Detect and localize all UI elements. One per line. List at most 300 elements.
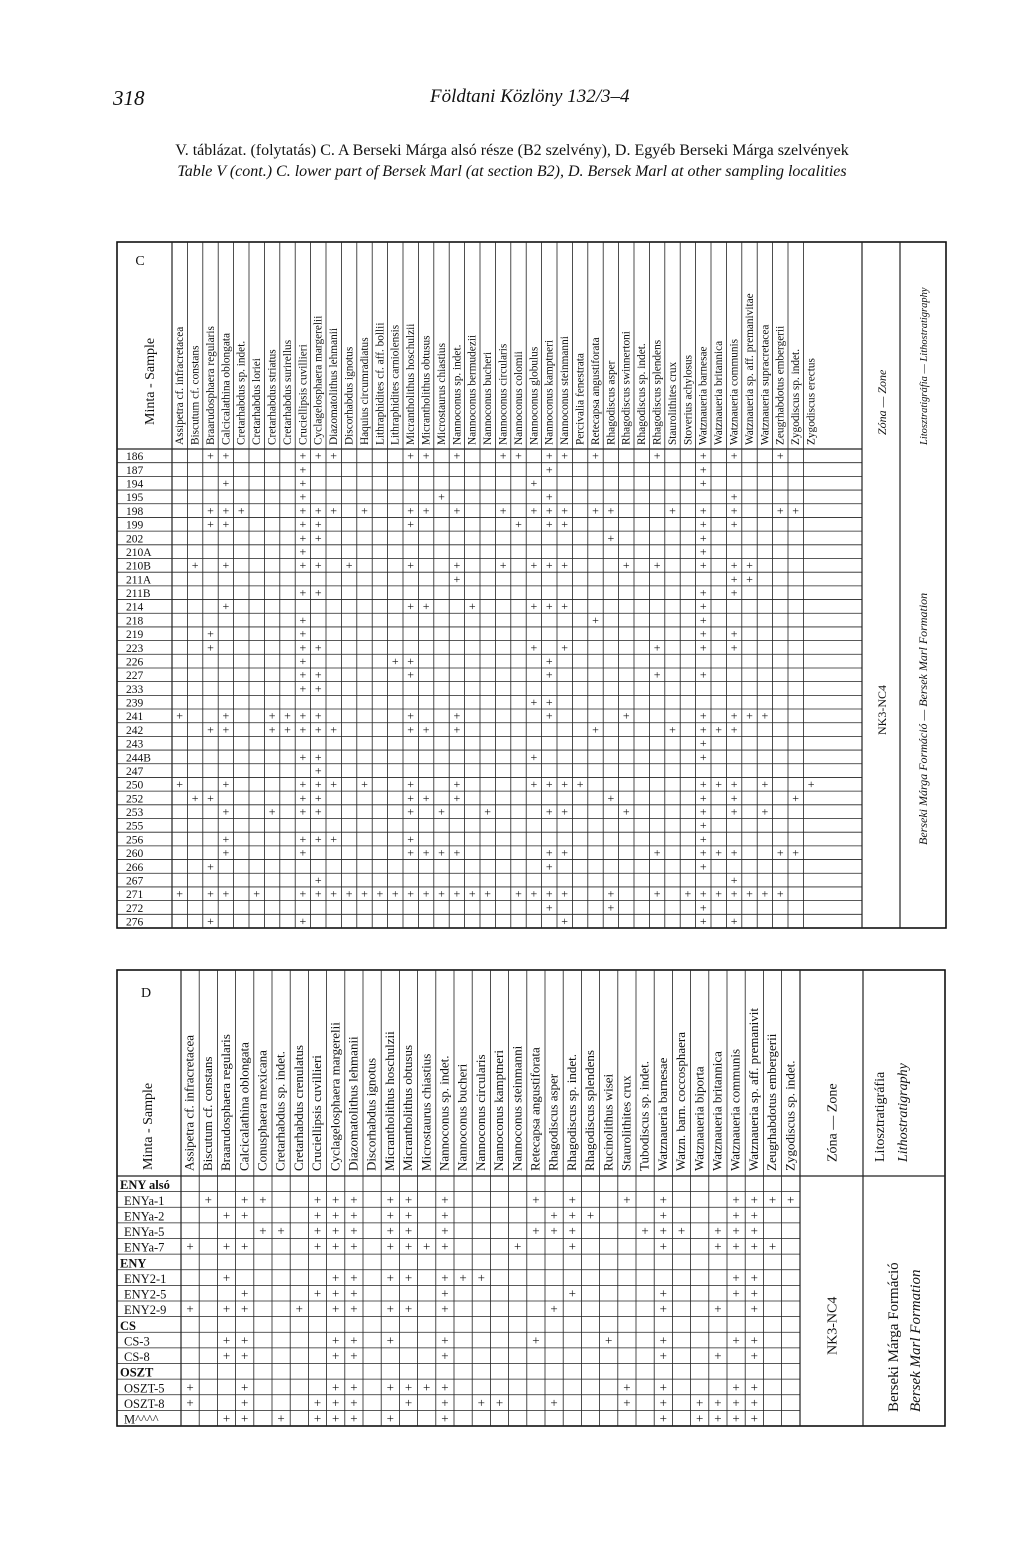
- presence-mark: +: [699, 804, 707, 819]
- presence-mark: +: [277, 1223, 285, 1238]
- presence-mark: +: [530, 476, 538, 491]
- presence-mark: +: [313, 1410, 322, 1426]
- presence-mark: +: [768, 1191, 777, 1207]
- presence-mark: +: [404, 1207, 413, 1223]
- species-header: Discorhabdus ignotus: [363, 1057, 379, 1171]
- presence-mark: +: [277, 1410, 285, 1426]
- presence-mark: +: [515, 517, 522, 532]
- presence-mark: +: [386, 1223, 394, 1238]
- presence-mark: +: [605, 1332, 613, 1348]
- presence-mark: +: [295, 1301, 303, 1317]
- presence-mark: +: [241, 1348, 249, 1363]
- presence-mark: +: [330, 448, 338, 463]
- page-number: 318: [113, 86, 145, 110]
- sample-label: 244B: [126, 752, 151, 765]
- presence-mark: +: [330, 722, 338, 737]
- presence-mark: +: [545, 804, 553, 819]
- species-header: Micrantholithus hoschulzii: [405, 323, 418, 445]
- presence-mark: +: [361, 886, 368, 901]
- presence-mark: +: [545, 777, 553, 792]
- presence-mark: +: [422, 503, 430, 518]
- presence-mark: +: [222, 1301, 231, 1317]
- presence-mark: +: [350, 1379, 358, 1395]
- presence-mark: +: [732, 1332, 740, 1348]
- species-header: Braarudosphaera regularis: [204, 326, 217, 445]
- table-d-sample-header: Minta - Sample: [141, 1082, 156, 1170]
- presence-mark: +: [750, 1207, 758, 1223]
- presence-mark: +: [659, 1207, 667, 1223]
- sample-label: CS-3: [124, 1334, 150, 1349]
- presence-mark: +: [761, 886, 769, 901]
- species-header: Cretarhabdus surirellus: [281, 339, 294, 445]
- presence-mark: +: [514, 1238, 522, 1254]
- presence-mark: +: [391, 886, 399, 901]
- presence-mark: +: [730, 558, 738, 573]
- presence-mark: +: [568, 1223, 576, 1238]
- presence-mark: +: [592, 448, 599, 463]
- presence-mark: +: [545, 900, 553, 915]
- presence-mark: +: [768, 1238, 777, 1254]
- presence-mark: +: [237, 503, 245, 518]
- species-header: Watznaueria barnesae: [654, 1057, 670, 1171]
- table-d-zone-value: NK3-NC4: [825, 1296, 841, 1355]
- presence-mark: +: [730, 503, 738, 518]
- presence-mark: +: [699, 736, 707, 751]
- species-header: Cyclagelosphaera margerelii: [327, 1022, 343, 1171]
- presence-mark: +: [477, 1394, 485, 1410]
- presence-mark: +: [314, 517, 322, 532]
- species-header: Rhagodiscus sp. indet.: [636, 343, 649, 445]
- presence-mark: +: [241, 1394, 249, 1410]
- species-header: Nannoconus bermudezii: [466, 334, 479, 445]
- species-header: Cretarhabdus sp. indet.: [235, 340, 248, 445]
- presence-mark: +: [441, 1301, 449, 1317]
- species-header: Staurolithites crux: [618, 1075, 634, 1171]
- presence-mark: +: [568, 1285, 576, 1301]
- table-d: [117, 970, 945, 1427]
- presence-mark: +: [561, 558, 569, 573]
- species-header: Watzn. barn. coccosphaera: [673, 1032, 689, 1171]
- presence-mark: +: [730, 626, 738, 641]
- presence-mark: +: [623, 1379, 631, 1395]
- presence-mark: +: [404, 1301, 413, 1317]
- species-header: Cruciellipsis cuvillieri: [309, 1055, 325, 1171]
- presence-mark: +: [404, 1191, 413, 1207]
- presence-mark: +: [750, 1379, 758, 1395]
- presence-mark: +: [699, 585, 707, 600]
- presence-mark: +: [699, 790, 707, 805]
- presence-mark: +: [441, 1207, 449, 1223]
- species-header: Watznaueria britannica: [709, 1051, 725, 1171]
- presence-mark: +: [176, 777, 184, 792]
- presence-mark: +: [776, 886, 784, 901]
- presence-mark: +: [545, 845, 553, 860]
- presence-mark: +: [222, 804, 230, 819]
- presence-mark: +: [561, 777, 569, 792]
- sample-label: 233: [126, 683, 144, 696]
- presence-mark: +: [207, 503, 214, 518]
- presence-mark: +: [314, 722, 322, 737]
- presence-mark: +: [332, 1285, 340, 1301]
- presence-mark: +: [350, 1348, 358, 1363]
- presence-mark: +: [222, 1410, 231, 1426]
- presence-mark: +: [241, 1191, 249, 1207]
- presence-mark: +: [313, 1207, 322, 1223]
- presence-mark: +: [314, 804, 322, 819]
- presence-mark: +: [350, 1332, 358, 1348]
- presence-mark: +: [423, 1379, 431, 1395]
- presence-mark: +: [350, 1301, 358, 1317]
- species-header: Watznaueria communis: [728, 338, 741, 445]
- presence-mark: +: [715, 722, 723, 737]
- presence-mark: +: [730, 886, 738, 901]
- presence-mark: +: [699, 612, 707, 627]
- species-header: Braarudosphaera regularis: [218, 1034, 234, 1171]
- presence-mark: +: [484, 886, 492, 901]
- presence-mark: +: [222, 1348, 231, 1363]
- presence-mark: +: [299, 462, 307, 477]
- sample-label: 241: [126, 711, 144, 724]
- sample-label: 267: [126, 875, 144, 888]
- presence-mark: +: [750, 1285, 758, 1301]
- presence-mark: +: [530, 503, 538, 518]
- presence-mark: +: [532, 1332, 540, 1348]
- presence-mark: +: [313, 1285, 322, 1301]
- presence-mark: +: [176, 886, 184, 901]
- presence-mark: +: [699, 845, 707, 860]
- species-header: Microstaurus chiastius: [435, 343, 448, 445]
- sample-label: 218: [126, 615, 144, 628]
- presence-mark: +: [659, 1223, 667, 1238]
- presence-mark: +: [776, 448, 784, 463]
- presence-mark: +: [515, 448, 522, 463]
- presence-mark: +: [699, 900, 707, 915]
- species-header: Tubodiscus sp. indet.: [636, 1060, 652, 1171]
- presence-mark: +: [787, 1191, 795, 1207]
- presence-mark: +: [332, 1191, 340, 1207]
- presence-mark: +: [259, 1191, 267, 1207]
- presence-mark: +: [330, 831, 338, 846]
- presence-mark: +: [222, 558, 230, 573]
- table-c-sample-header: Minta - Sample: [143, 337, 158, 425]
- sample-label: ENY2-1: [124, 1271, 167, 1286]
- presence-mark: +: [669, 722, 676, 737]
- species-header: Cruciellipsis cuvillieri: [297, 344, 310, 445]
- presence-mark: +: [545, 886, 553, 901]
- presence-mark: +: [407, 653, 415, 668]
- presence-mark: +: [299, 489, 307, 504]
- species-header: Zeugrhabdotus embergerii: [774, 325, 787, 445]
- presence-mark: +: [386, 1207, 394, 1223]
- presence-mark: +: [299, 558, 307, 573]
- presence-mark: +: [730, 489, 738, 504]
- presence-mark: +: [699, 517, 707, 532]
- presence-mark: +: [268, 708, 276, 723]
- presence-mark: +: [332, 1207, 340, 1223]
- presence-mark: +: [222, 448, 230, 463]
- presence-mark: +: [441, 1379, 449, 1395]
- presence-mark: +: [407, 804, 415, 819]
- presence-mark: +: [407, 503, 415, 518]
- presence-mark: +: [714, 1348, 722, 1363]
- presence-mark: +: [622, 558, 630, 573]
- presence-mark: +: [699, 530, 707, 545]
- presence-mark: +: [241, 1207, 249, 1223]
- presence-mark: +: [345, 558, 353, 573]
- presence-mark: +: [299, 804, 307, 819]
- presence-mark: +: [545, 448, 553, 463]
- presence-mark: +: [715, 845, 723, 860]
- presence-mark: +: [222, 1332, 231, 1348]
- presence-mark: +: [607, 900, 615, 915]
- presence-mark: +: [776, 503, 784, 518]
- presence-mark: +: [750, 1348, 758, 1363]
- species-header: Nannoconus sp. indet.: [436, 1055, 452, 1171]
- presence-mark: +: [441, 1223, 449, 1238]
- species-header: Rhagodiscus asper: [545, 1073, 561, 1171]
- presence-mark: +: [404, 1269, 413, 1285]
- presence-mark: +: [530, 558, 538, 573]
- presence-mark: +: [441, 1285, 449, 1301]
- sample-label: 195: [126, 492, 144, 505]
- presence-mark: +: [207, 859, 214, 874]
- presence-mark: +: [699, 626, 707, 641]
- presence-mark: +: [561, 886, 569, 901]
- presence-mark: +: [314, 831, 322, 846]
- species-header: Diazomatolithus lehmanii: [328, 327, 341, 445]
- presence-mark: +: [530, 695, 538, 710]
- species-header: Nannoconus bucheri: [454, 1063, 470, 1171]
- sample-label: 256: [126, 834, 144, 847]
- presence-mark: +: [699, 476, 707, 491]
- presence-mark: +: [191, 790, 199, 805]
- presence-mark: +: [313, 1191, 322, 1207]
- presence-mark: +: [453, 777, 461, 792]
- species-header: Watznaueria barnesae: [697, 346, 710, 445]
- presence-mark: +: [576, 777, 584, 792]
- species-header: Rhagodiscus sp. indet.: [563, 1054, 579, 1171]
- group-label: OSZT: [120, 1365, 154, 1380]
- presence-mark: +: [314, 667, 322, 682]
- table-d-litho-value-hu: Berseki Márga Formáció: [886, 1262, 902, 1412]
- presence-mark: +: [730, 640, 738, 655]
- presence-mark: +: [730, 790, 738, 805]
- presence-mark: +: [545, 558, 553, 573]
- presence-mark: +: [299, 626, 307, 641]
- presence-mark: +: [207, 790, 214, 805]
- presence-mark: +: [407, 708, 415, 723]
- presence-mark: +: [207, 640, 214, 655]
- presence-mark: +: [677, 1223, 686, 1238]
- presence-mark: +: [299, 476, 307, 491]
- presence-mark: +: [176, 708, 184, 723]
- species-header: Cretarhabdus striatus: [266, 349, 279, 445]
- presence-mark: +: [453, 708, 461, 723]
- presence-mark: +: [268, 804, 276, 819]
- presence-mark: +: [386, 1379, 394, 1395]
- presence-mark: +: [761, 777, 769, 792]
- presence-mark: +: [730, 845, 738, 860]
- presence-mark: +: [730, 872, 738, 887]
- presence-mark: +: [441, 1269, 449, 1285]
- caption-hungarian: V. táblázat. (folytatás) C. A Berseki Márga alsó része (B2 szelvény), D. Egyéb Berseki Márga szelvények: [175, 142, 849, 159]
- presence-mark: +: [730, 448, 738, 463]
- species-header: Calcicalathina oblongata: [236, 1042, 252, 1171]
- presence-mark: +: [545, 517, 553, 532]
- presence-mark: +: [592, 612, 599, 627]
- presence-mark: +: [732, 1394, 740, 1410]
- sample-label: ENY2-5: [124, 1287, 167, 1302]
- presence-mark: +: [361, 777, 368, 792]
- presence-mark: +: [438, 489, 445, 504]
- presence-mark: +: [313, 1238, 322, 1254]
- presence-mark: +: [532, 1191, 540, 1207]
- presence-mark: +: [407, 448, 415, 463]
- presence-mark: +: [314, 681, 322, 696]
- sample-label: 260: [126, 848, 144, 861]
- sample-label: 242: [126, 724, 144, 737]
- presence-mark: +: [314, 503, 322, 518]
- species-header: Rhagodiscus swinnertoni: [620, 331, 633, 445]
- presence-mark: +: [332, 1223, 340, 1238]
- presence-mark: +: [653, 448, 661, 463]
- species-header: Percivalia fenestrata: [574, 353, 587, 445]
- presence-mark: +: [207, 448, 214, 463]
- presence-mark: +: [386, 1301, 394, 1317]
- presence-mark: +: [530, 777, 538, 792]
- presence-mark: +: [186, 1394, 194, 1410]
- presence-mark: +: [659, 1238, 667, 1254]
- presence-mark: +: [330, 503, 338, 518]
- presence-mark: +: [659, 1410, 667, 1426]
- presence-mark: +: [699, 544, 707, 559]
- presence-mark: +: [750, 1269, 758, 1285]
- sample-label: ENYa-7: [124, 1240, 165, 1255]
- species-header: Lithraphidites cf. aff. bollii: [374, 322, 387, 445]
- presence-mark: +: [259, 1223, 267, 1238]
- presence-mark: +: [761, 708, 769, 723]
- species-header: Zygodiscus sp. indet.: [790, 348, 803, 445]
- species-header: Nannoconus circularis: [472, 1054, 488, 1171]
- presence-mark: +: [350, 1394, 358, 1410]
- presence-mark: +: [438, 886, 445, 901]
- sample-label: 255: [126, 820, 144, 833]
- presence-mark: +: [653, 845, 661, 860]
- presence-mark: +: [391, 653, 399, 668]
- species-header: Micrantholithus obtusus: [420, 335, 433, 445]
- presence-mark: +: [284, 708, 291, 723]
- presence-mark: +: [607, 503, 615, 518]
- species-header: Retecapsa angustiforata: [527, 1047, 543, 1171]
- presence-mark: +: [732, 1285, 740, 1301]
- presence-mark: +: [659, 1379, 667, 1395]
- presence-mark: +: [332, 1410, 340, 1426]
- presence-mark: +: [653, 886, 661, 901]
- species-header: Micrantholithus obtusus: [400, 1044, 416, 1171]
- presence-mark: +: [545, 859, 553, 874]
- presence-mark: +: [561, 845, 569, 860]
- presence-mark: +: [607, 886, 615, 901]
- presence-mark: +: [332, 1394, 340, 1410]
- presence-mark: +: [732, 1238, 740, 1254]
- species-header: Staurolithites crux: [666, 361, 679, 445]
- presence-mark: +: [386, 1269, 394, 1285]
- species-header: Rhagodiscus splendens: [582, 1050, 598, 1171]
- presence-mark: +: [699, 859, 707, 874]
- presence-mark: +: [750, 1410, 758, 1426]
- presence-mark: +: [561, 804, 569, 819]
- species-header: Calcicalathina oblongata: [220, 333, 233, 445]
- presence-mark: +: [314, 708, 322, 723]
- sample-label: 226: [126, 656, 144, 669]
- sample-label: 227: [126, 670, 144, 683]
- presence-mark: +: [404, 1238, 413, 1254]
- presence-mark: +: [468, 599, 476, 614]
- sample-label: 194: [126, 478, 144, 491]
- presence-mark: +: [299, 517, 307, 532]
- presence-mark: +: [241, 1410, 249, 1426]
- presence-mark: +: [422, 448, 430, 463]
- presence-mark: +: [222, 1269, 231, 1285]
- presence-mark: +: [241, 1332, 249, 1348]
- presence-mark: +: [438, 845, 445, 860]
- presence-mark: +: [732, 1269, 740, 1285]
- presence-mark: +: [699, 722, 707, 737]
- presence-mark: +: [332, 1379, 340, 1395]
- presence-mark: +: [669, 503, 676, 518]
- sample-label: 276: [126, 916, 144, 929]
- presence-mark: +: [746, 886, 753, 901]
- presence-mark: +: [699, 503, 707, 518]
- presence-mark: +: [299, 681, 307, 696]
- presence-mark: +: [545, 667, 553, 682]
- table-d-label: D: [140, 986, 152, 1001]
- presence-mark: +: [550, 1301, 558, 1317]
- presence-mark: +: [561, 517, 569, 532]
- presence-mark: +: [761, 804, 769, 819]
- presence-mark: +: [732, 1223, 740, 1238]
- sample-label: 211B: [126, 588, 151, 601]
- presence-mark: +: [730, 571, 738, 586]
- presence-mark: +: [313, 1223, 322, 1238]
- presence-mark: +: [284, 722, 291, 737]
- presence-mark: +: [545, 653, 553, 668]
- sample-label: OSZT-5: [124, 1381, 165, 1396]
- presence-mark: +: [730, 777, 738, 792]
- sample-label: 210B: [126, 560, 151, 573]
- presence-mark: +: [350, 1269, 358, 1285]
- caption-english: Table V (cont.) C. lower part of Bersek Marl (at section B2), D. Bersek Marl at other sampling localities: [177, 163, 847, 180]
- species-header: Diazomatolithus lehmanii: [345, 1036, 361, 1171]
- presence-mark: +: [350, 1223, 358, 1238]
- presence-mark: +: [191, 558, 199, 573]
- presence-mark: +: [422, 599, 430, 614]
- presence-mark: +: [592, 722, 599, 737]
- sample-label: 214: [126, 601, 144, 614]
- sample-label: 247: [126, 765, 144, 778]
- sample-label: CS-8: [124, 1350, 150, 1364]
- species-header: Watznaueria britannica: [713, 340, 726, 445]
- presence-mark: +: [561, 503, 569, 518]
- presence-mark: +: [241, 1301, 249, 1317]
- presence-mark: +: [314, 886, 322, 901]
- presence-mark: +: [222, 1207, 231, 1223]
- presence-mark: +: [699, 818, 707, 833]
- presence-mark: +: [714, 1238, 722, 1254]
- presence-mark: +: [386, 1238, 394, 1254]
- presence-mark: +: [659, 1394, 667, 1410]
- presence-mark: +: [241, 1285, 249, 1301]
